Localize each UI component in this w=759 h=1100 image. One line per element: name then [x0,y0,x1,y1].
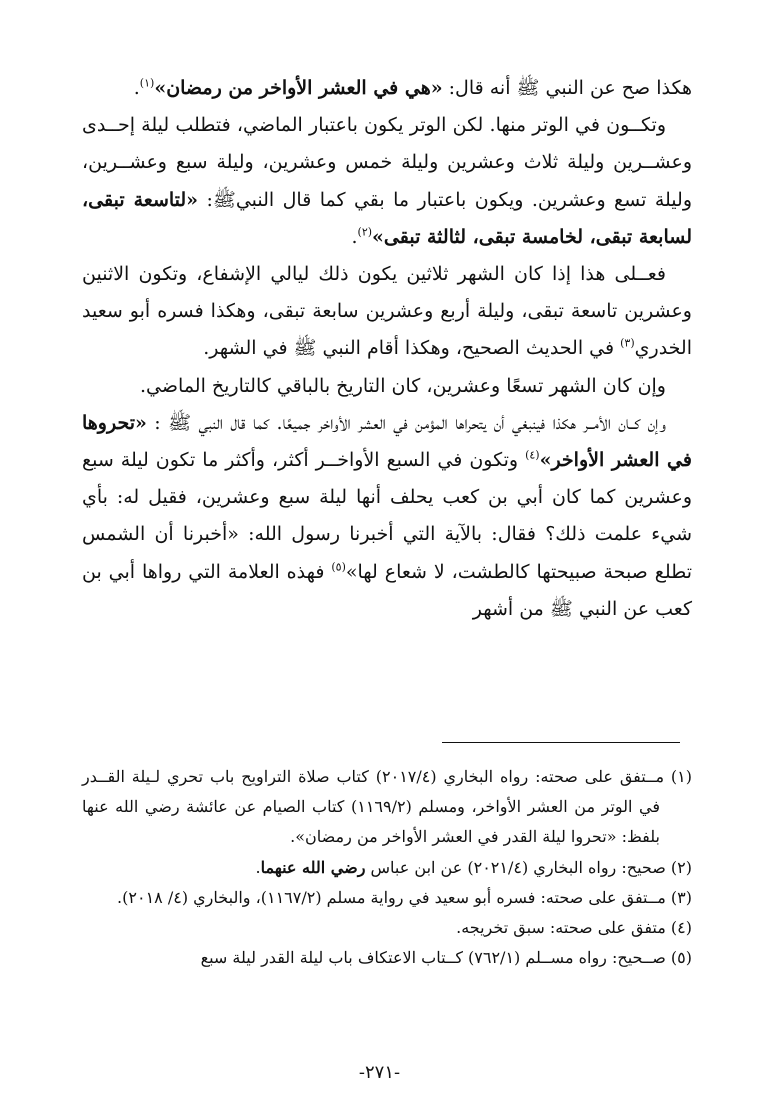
paragraph-3: فعــلى هذا إذا كان الشهر ثلاثين يكون ذلك ليالي الإشفاع، وتكون الاثنين وعشرين تاسعة تبقى، وليلة أربع وعشرين سابعة تبقى، وهكذا فسره أبو سعيد الخدري$^{(٣)}$ في الحديث الصحيح، وهكذا أقام النبي ﷺ في الشهر. [82,263,692,360]
hadith-quote: «تحروها في العشر الأواخر» [82,411,692,472]
footnote-ref[interactable]: (٣) [620,337,635,351]
footnote-3: (٣) مــتفق على صحته: فسره أبو سعيد في رواية مسلم (١١٦٧/٢)، والبخاري (٤/ ٢٠١٨). [117,887,692,907]
footnote-number: (٣) [670,887,692,907]
footnote-4: (٤) متفق على صحته: سبق تخريجه. [456,918,692,938]
footnote-ref[interactable]: (١) [139,76,155,90]
hadith-quote: «لتاسعة تبقى، لسابعة تبقى، لخامسة تبقى، لثالثة تبقى» [82,188,692,248]
hadith-quote: «هي في العشر الأواخر من رمضان» [154,77,443,99]
footnotes [82,762,692,973]
footnote-number: (١) [670,767,693,786]
footnote-number: (٤) [670,918,692,938]
footnote-quote: «تحروا ليلة القدر في العشر الأواخر من رمضان» [295,827,617,847]
paragraph-4: وإن كان الشهر تسعًا وعشرين، كان التاريخ بالباقي كالتاريخ الماضي. [140,374,666,397]
main-text [82,70,692,628]
footnote-number: (٥) [670,948,692,968]
footnote-ref[interactable]: (٥) [331,560,346,574]
footnote-ref[interactable]: (٢) [357,225,373,239]
footnote-5: (٥) صــحيح: رواه مســلم (٧٦٢/١) كــتاب الاعتكاف باب ليلة القدر ليلة سبع [200,948,692,968]
footnote-1: (١) مــتفق على صحته: رواه البخاري (٢٠١٧/٤) كتاب صلاة التراويح باب تحري لـيلة القــدر في الوتر من العشر الأواخر، ومسلم (١١٦٩/٢) كتاب الصيام عن عائشة رضي الله عنها بلفظ: «تحروا ليلة القدر في العشر الأواخر من رمضان». [82,767,693,847]
paragraph-5: وإن كــان الأمــر هكذا فينبغي أن يتحراها المؤمن في العشر الأواخر جميعًا. كما قال النبي ﷺ : «تحروها في العشر الأواخر»$^{(٤)}$ وتكون في السبع الأواخــر أكثر، وأكثر ما تكون ليلة سبع وعشرين كما كان أبي بن كعب يحلف أنها ليلة سبع وعشرين، فقيل له: بأي شيء علمت ذلك؟ فقال: بالآية التي أخبرنا رسول الله: «أخبرنا أن الشمس تطلع صبحة صبيحتها كالطشت، لا شعاع لها»$^{(٥)}$ فهذه العلامة التي رواها أبي بن كعب عن النبي ﷺ من أشهر [82,411,692,620]
paragraph-2: وتكــون في الوتر منها. لكن الوتر يكون باعتبار الماضي، فتطلب ليلة إحــدى وعشــرين وليلة ثلاث وعشرين وليلة خمس وعشرين، وليلة سبع وعشــرين، وليلة تسع وعشرين. ويكون باعتبار ما بقي كما قال النبيﷺ: «لتاسعة تبقى، لسابعة تبقى، لخامسة تبقى، لثالثة تبقى»$^{(٢)}$. [82,114,692,248]
paragraph-1: هكذا صح عن النبي ﷺ أنه قال: «هي في العشر الأواخر من رمضان»$^{(١)}$. [133,76,692,99]
footnote-divider [442,742,680,743]
page-number: -٢٧١- [358,1062,401,1083]
footnote-number: (٢) [670,857,692,877]
footnote-2: (٢) صحيح: رواه البخاري (٢٠٢١/٤) عن ابن عباس رضي الله عنهما. [255,857,692,877]
footnote-ref[interactable]: (٤) [525,448,540,462]
